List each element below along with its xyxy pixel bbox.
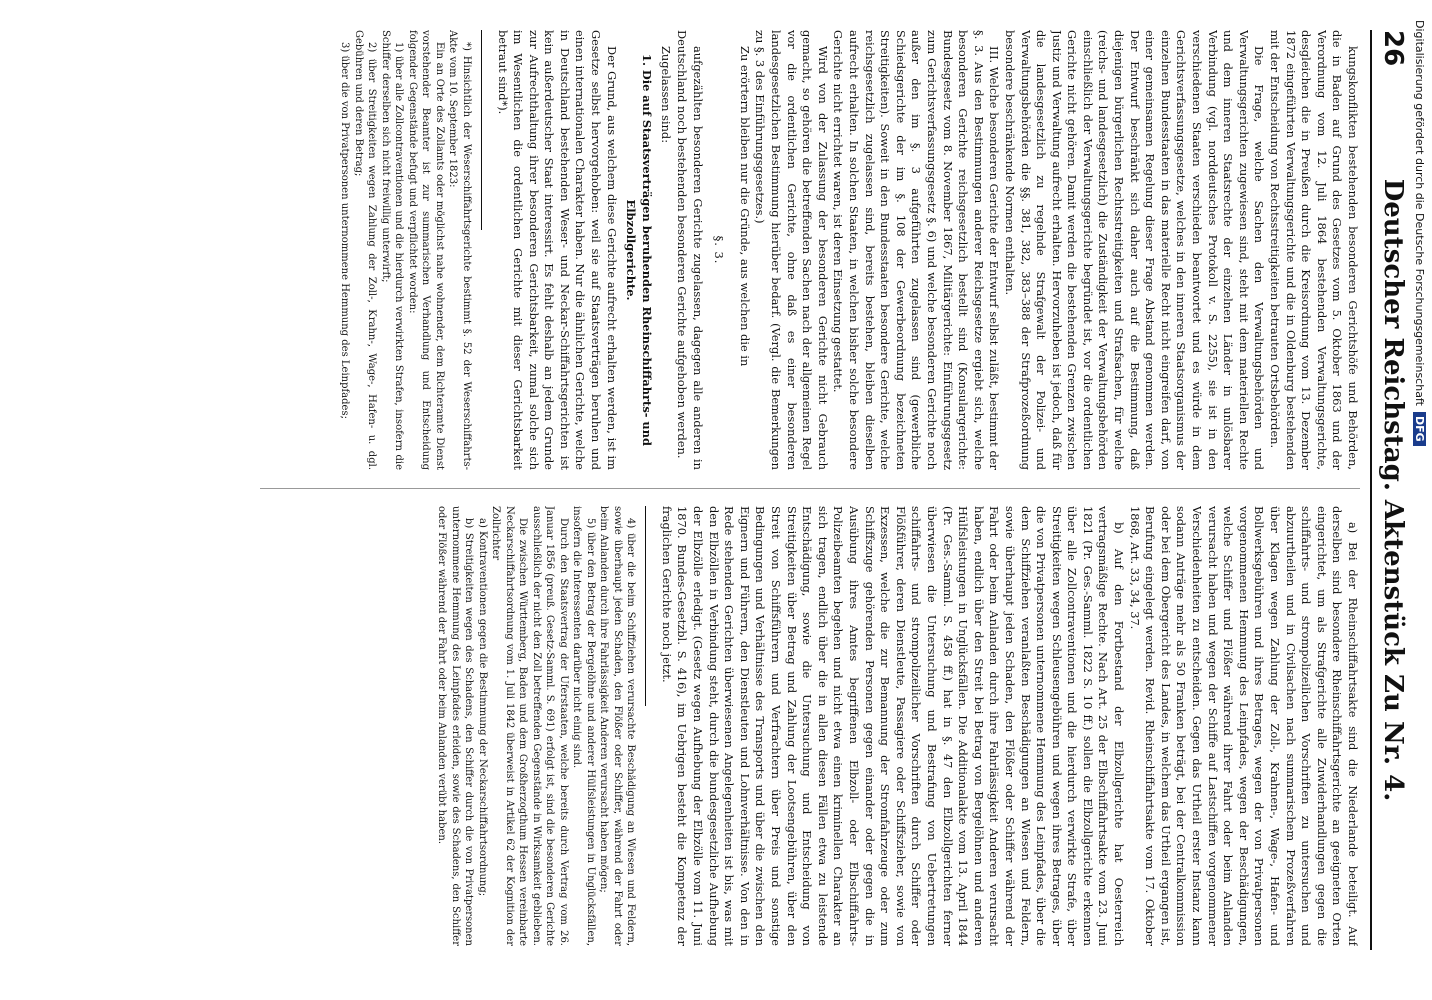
page-number: 26 <box>1378 30 1408 67</box>
list-item-heading: 1. Die auf Staatsverträgen beruhenden Rheinschiffahrts- und Elbzollgerichte. <box>624 54 654 446</box>
section-heading: §. 3. <box>712 235 727 265</box>
footnote-text: Durch den Staatsvertrag der Uferstaaten, welche bereits durch Vertrag vom 26. Januar 1856 (preuß. Gesetz-Samml. S. 691) erfolgt ist, sind die besonderen Gerichte ausschließlich der nicht den Zoll betreffenden Gegenstände in Wirksamkeit geblieben. <box>530 506 569 946</box>
paragraph: Wird von der Zulassung der besonderen Gerichte nicht Gebrauch gemacht, so gehören die betreffenden Sachen nach der allgemeinen Regel vor die ordentlichen Gerichte, ohne daß es einer besonderen landesgesetzlichen Bestimmung hierüber bedarf. (Vergl. die Bemerkungen zu §. 3 des Einführungsgesetzes.) <box>753 30 830 470</box>
dfg-logo: DFG <box>1413 412 1426 446</box>
footnote-block <box>435 506 638 946</box>
footnote-rule <box>481 30 482 230</box>
footnote-text: 5) über den Betrag der Bergelöhne und anderer Hülfsleistungen in Unglücksfällen, insofern die Interessenten darüber nicht einig sind. <box>571 506 596 946</box>
paragraph: Zu erörtern bleiben nur die Gründe, aus welchen die in <box>737 46 752 367</box>
footnote-text: b) Streitigkeiten wegen des Schadens, den Schiffer durch die von Privatpersonen unternommene Hemmung des Leinpfades erleiden, sowie des Schadens, den Schiffer oder Flößer während der Fahrt oder beim Anlanden verübt haben. <box>436 506 475 946</box>
digitization-note <box>1408 20 1426 980</box>
paragraph: Der Grund, aus welchem diese Gerichte aufrecht erhalten werden, ist im Gesetze selbst hervorgehoben: weil sie auf Staatsverträgen beruhen und einen internationalen Charakter haben. Nur die ähnlichen Gerichte, welche in Deutschland bestehenden Weser- und Neckar-Schiffahrtsgerichten ist kein außerdeutscher Staat interessirt. Es fehlt deshalb an jedem Grunde zur Aufrechthaltung ihrer besonderen Gerichtsbarkeit, zumal solche sich im Wesentlichen die ordentlichen Gerichte mit dieser Gerichtsbarkeit betraut sind*). <box>495 30 619 470</box>
footnote-block <box>338 30 473 470</box>
page-header <box>1370 30 1412 950</box>
paragraph: kungskonflikten bestehenden besonderen Gerichtshöfe und Behörden, die in Baden auf Grund des Gesetzes vom 5. Oktober 1863 und der Verordnung vom 12. Juli 1864 bestehenden Verwaltungsgerichte, desgleichen die in Preußen durch die Kreisordnung vom 13. Dezember 1872 eingeführten Verwaltungsgerichte und die in Oldenburg bestehenden mit der Entscheidung von Rechtsstreitigkeiten betrauten Ortsbehörden. <box>1268 30 1360 470</box>
paragraph: b) Auf den Fortbestand der Elbzollgerichte hat Oesterreich vertragsmäßige Rechte. Nach Art. 25 der Elbschiffahrtsakte vom 23. Juni 1821 (Pr. Ges.-Samml. 1822 S. 10 ff.) sollen die Elbzollgerichte erkennen über alle Zollcontraventionen und die hierdurch verwirkte Strafe, über Streitigkeiten wegen Schleusengebühren und wegen ihres Betrages, über die von Privatpersonen unternommene Hemmung des Leinpfades, über die dem Schiffziehen veranlaßten Beschädigungen an Wiesen und Feldern, sowie überhaupt jeden Schaden, den Flößer oder Schiffer während der Fahrt oder beim Anlanden durch ihre Fahrlässigkeit Anderen verursacht haben, endlich über den Streit bei Betrag von Bergelöhnen und anderen Hülfsleistungen in Unglücksfällen. Die Additionalakte vom 13. April 1844 (Pr. Ges.-Samml. S. 458 ff.) hat in §. 47 den Elbzollgerichten ferner überwiesen die Untersuchung und Bestrafung von Uebertretungen schiffahrts- und strompolizeilicher Vorschriften durch Schiffer oder Flößführer, deren Dienstleute, Passagiere oder Schiffszieher, sowie von Exzessen, welche die zur Bemannung der Stromfahrzeuge oder zum Schiffszuge gehörenden Personen gegen einander oder gegen die in Ausübung ihres Amtes begriffenen Elbzoll- oder Elbschiffahrts-Polizeibeamten begehen und nicht etwa einen kriminellen Charakter an sich tragen, endlich über die in allen diesen Fällen etwa zu leistende Entschädigung, sowie die Untersuchung und Entscheidung von Streitigkeiten über Betrag und Zahlung der Lootsengebühren, über den Streit von Schiffsführern und Verfrachtern über Preis und sonstige Bedingungen und Verhältnisse des Transports und über die zwischen den Eignern und Führern, den Dienstleuten und Lohnverhältnisse. Von den in Rede stehenden Gerichten überwiesenen Angelegenheiten ist bis, was mit den Elbzöllen in Verbindung steht, durch die bundesgesetzliche Aufhebung der Elbzölle erledigt. (Gesetz wegen Aufhebung der Elbzölle vom 11. Juni 1870. Bundes-Gesetzbl. S. 416), im Uebrigen besteht die Kompetenz der fraglichen Gerichte noch jetzt. <box>659 506 1127 946</box>
footnote-text: *) Hinsichtlich der Weserschiffahrtsgerichte bestimmt §. 52 der Weserschiffahrts-Akte vom 10. September 1823: <box>447 30 472 470</box>
left-column <box>200 30 1360 470</box>
paragraph: III. Welche besonderen Gerichte der Entwurf selbst zuläßt, bestimmt der §. 3. Aus den Bestimmungen anderer Reichsgesetze ergiebt sich, welche besonderen Gerichte reichsgesetzlich bestellt sind (Konsulargerichte: Bundesgesetz vom 8. November 1867, Militärgerichte: Einführungsgesetz zum Gerichtsverfassungsgesetz §. 6) und welche besonderen Gerichte noch außer den im §. 3 aufgeführten zugelassen sind (gewerbliche Schiedsgerichte der im §. 108 der Gewerbeordnung bezeichneten Streitigkeiten). Soweit in den Bundesstaaten besondere Gerichte, welche reichsgesetzlich zugelassen sind, bereits bestehen, bleiben dieselben aufrecht erhalten. In solchen Staaten, in welchen bisher solche besondere Gerichte nicht errichtet waren, ist deren Einsetzung gestattet. <box>831 30 1002 470</box>
footnote-text: 3) über die von Privatpersonen unternommene Hemmung des Leinpfades; <box>339 42 351 419</box>
paragraph: Die Frage, welche Sachen den Verwaltungsbehörden und Verwaltungsgerichten zugewiesen sind, steht mit dem materiellen Rechte und dem inneren Staatsrechte der einzelnen Länder in unlösbarer Verbindung (vgl. norddeutsches Protokoll v. S. 2255), sie ist in den verschiedenen Staaten verschieden beantwortet und es würde in dem Gerichtsverfassungsgesetze, welches in den inneren Staatsorganismus der einzelnen Bundesstaaten in das materielle Recht nicht eingreifen darf, von einer gemeinsamen Regelung dieser Frage Abstand genommen werden. Der Entwurf beschränkt sich daher auch auf die Bestimmung, daß diejenigen bürgerlichen Rechtsstreitigkeiten und Strafsachen, für welche (reichs- und landesgesetzlich) die Zuständigkeit der Verwaltungsbehörden einschließlich der Verwaltungsgerichte begründet ist, vor die ordentlichen Gerichte nicht gehören. Damit werden die bestehenden Grenzen zwischen Justiz und Verwaltung aufrecht erhalten. Hervorzuheben ist jedoch, daß für die landesgesetzlich zu regelnde Strafgewalt der Polizei- und Verwaltungsbehörden die §§. 381, 382, 383–388 der Strafprozeßordnung besondere beschränkende Normen enthalten. <box>1002 30 1267 470</box>
footnote-text: Die zwischen Württemberg, Baden und dem Großherzogthum Hessen vereinbarte Neckarschiffahrtsordnung vom 1. Juli 1842 überweist in Artikel 62 der Kognition der Zollrichter <box>490 506 529 946</box>
paragraph: a) Bei der Rheinschiffahrtsakte sind die Niederlande beteiligt. Auf derselben sind besondere Rheinschiffahrtsgerichte an geeigneten Orten eingerichtet, um als Strafgerichte alle Zuwiderhandlungen gegen die schiffahrts- und strompolizeilichen Vorschriften zu untersuchen und abzuurtheilen und in Civilsachen nach summarischem Prozeßverfahren über Klagen wegen Zahlung der Zoll-, Krahnen-, Wage-, Hafen- und Bollwerksgebühren und ihres Betrages, wegen der von Privatpersonen vorgenommenen Hemmung des Leinpfades, wegen der Beschädigungen, welche Schiffer und Flößer während ihrer Fahrt oder beim Anlanden verursacht haben und wegen der Schiffe auf Lastschiffen vorgenommener Verschiedenheiten zu entscheiden. Gegen das Urtheil erster Instanz kann sodann Anträge mehr als 50 Franken beträgt, bei der Centralkommission oder bei dem Obergericht des Landes, in welchem das Urtheil ergangen ist, Berufung eingelegt werden. Revid. Rheinschiffahrtsakte vom 17. Oktober 1868, Art. 33, 34, 37. <box>1127 506 1360 946</box>
text-columns <box>200 30 1360 950</box>
right-column <box>200 506 1360 946</box>
footnote-rule <box>645 506 646 706</box>
footnote-text: Ein an Orte des Zollamts oder möglichst nahe wohnender, dem Richteramte Dienst vorstehender Beamter ist zur summarischen Verhandlung und Entscheidung folgender Gegenstände befugt und verpflichtet worden: <box>406 30 445 470</box>
digitization-credit-text: Digitalisierung gefördert durch die Deutsche Forschungsgemeinschaft <box>1413 20 1426 406</box>
footnote-text: 2) über Streitigkeiten wegen Zahlung der Zoll-, Krahn-, Wage-, Hafen- u. dgl. Gebühren und deren Betrag; <box>352 30 378 470</box>
footnote-text: a) Kontraventionen gegen die Bestimmung der Neckarschiffahrtsordnung; <box>476 518 488 897</box>
paragraph: aufgezählten besonderen Gerichte zugelassen, dagegen alle anderen in Deutschland noch bestehenden besonderen Gerichte aufgehoben werden. <box>675 30 705 470</box>
footnote-text: 4) über die beim Schiffziehen verursachte Beschädigung an Wiesen und Feldern, sowie überhaupt jeden Schaden, den Flößer oder Schiffer, während der Fahrt oder beim Anlanden durch ihre Fahrlässigkeit Anderen verursacht haben mögen; <box>598 506 637 946</box>
paragraph: Zugelassen sind: <box>659 46 674 144</box>
digitization-credit <box>1408 20 1426 980</box>
page-title: Deutscher Reichstag. Aktenstück Zu Nr. 4. <box>1378 178 1408 802</box>
footnote-text: 1) über alle Zollcontraventionen und die hierdurch verwirkten Strafen, insofern die Schiffer derselben sich nicht freiwillig unterwirft; <box>379 30 405 470</box>
